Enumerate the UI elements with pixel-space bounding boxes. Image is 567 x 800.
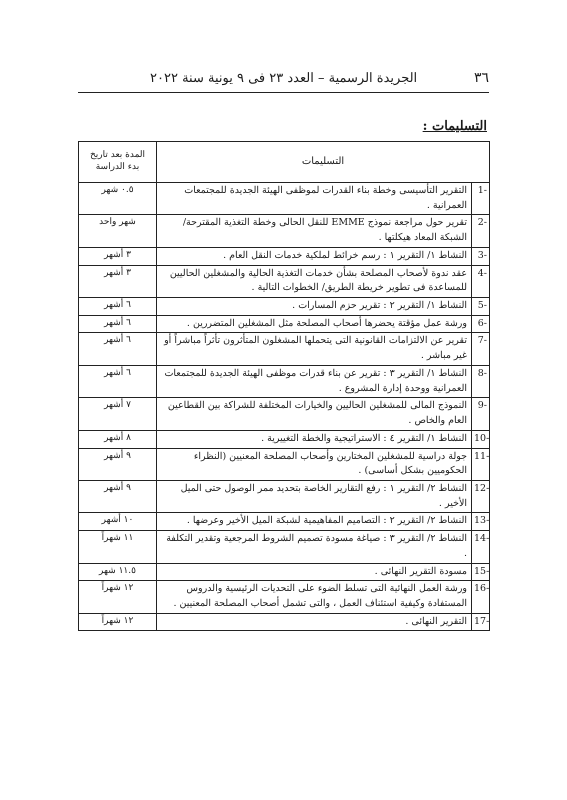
table-row — [79, 215, 490, 247]
gazette-title: الجريدة الرسمية – العدد ٢٣ فى ٩ يونية سنة ٢٠٢٢ — [150, 70, 418, 86]
row-number: 13- — [472, 513, 490, 531]
table-row — [79, 247, 490, 265]
row-duration: ١١ شهراً — [79, 531, 157, 563]
row-deliverable: مسودة التقرير النهائى . — [157, 563, 472, 581]
row-number: 15- — [472, 563, 490, 581]
row-deliverable: النشاط ١/ التقرير ٣ : تقرير عن بناء قدرات موظفى الهيئة الجديدة للمجتمعات العمرانية ووحدة إدارة المشروع . — [157, 365, 472, 397]
row-number: 4- — [472, 265, 490, 297]
row-deliverable: النشاط ١/ التقرير ١ : رسم خرائط لملكية خدمات النقل العام . — [157, 247, 472, 265]
row-deliverable: النشاط ٢/ التقرير ٢ : التصاميم المفاهيمية لشبكة الميل الأخير وعرضها . — [157, 513, 472, 531]
row-deliverable: ورشة عمل مؤقتة يحضرها أصحاب المصلحة مثل المشغلين المتضررين . — [157, 315, 472, 333]
table-row — [79, 448, 490, 480]
row-deliverable: التقرير النهائى . — [157, 613, 472, 631]
row-duration: ٩ أشهر — [79, 448, 157, 480]
row-deliverable: النشاط ١/ التقرير ٢ : تقرير حزم المسارات . — [157, 298, 472, 316]
row-deliverable: التقرير التأسيسى وخطة بناء القدرات لموظفى الهيئة الجديدة للمجتمعات العمرانية . — [157, 183, 472, 215]
row-deliverable: جولة دراسية للمشغلين المختارين وأصحاب المصلحة المعنيين (النظراء الحكوميين بشكل أساسى) . — [157, 448, 472, 480]
row-duration: شهر واحد — [79, 215, 157, 247]
row-number: 12- — [472, 480, 490, 512]
row-number: 5- — [472, 298, 490, 316]
deliverables-table — [78, 141, 490, 631]
page-header — [150, 70, 489, 86]
row-number: 8- — [472, 365, 490, 397]
row-number: 3- — [472, 247, 490, 265]
row-duration: ٩ أشهر — [79, 480, 157, 512]
duration-header: المدة بعد تاريخ بدء الدراسة — [79, 142, 157, 183]
row-duration: ١٢ شهراً — [79, 613, 157, 631]
table-row — [79, 365, 490, 397]
row-duration: ٦ أشهر — [79, 298, 157, 316]
table-row — [79, 333, 490, 365]
row-deliverable: النموذج المالى للمشغلين الحاليين والخيارات المختلفة للشراكة بين القطاعين العام والخاص . — [157, 398, 472, 430]
row-number: 1- — [472, 183, 490, 215]
table-row — [79, 480, 490, 512]
row-duration: ٦ أشهر — [79, 315, 157, 333]
header-rule — [78, 92, 489, 93]
row-duration: ٦ أشهر — [79, 333, 157, 365]
row-deliverable: النشاط ٢/ التقرير ١ : رفع التقارير الخاصة بتحديد ممر الوصول حتى الميل الأخير . — [157, 480, 472, 512]
section-title: التسليمات : — [422, 119, 487, 134]
table-row — [79, 531, 490, 563]
table-row — [79, 613, 490, 631]
row-duration: ٠.٥ شهر — [79, 183, 157, 215]
row-number: 2- — [472, 215, 490, 247]
row-deliverable: تقرير عن الالتزامات القانونية التى يتحملها المشغلون المتأثرون تأثراً مباشراً أو غير مباشر . — [157, 333, 472, 365]
table-row — [79, 298, 490, 316]
table-row — [79, 430, 490, 448]
row-deliverable: عقد ندوة لأصحاب المصلحة بشأن خدمات التغذية الحالية والمشغلين الحاليين للمساعدة فى تطوير خريطة الطريق/ الخطوات التالية . — [157, 265, 472, 297]
row-duration: ٣ أشهر — [79, 247, 157, 265]
row-number: 10- — [472, 430, 490, 448]
row-duration: ١٢ شهراً — [79, 581, 157, 613]
table-row — [79, 315, 490, 333]
table-row — [79, 563, 490, 581]
row-number: 6- — [472, 315, 490, 333]
row-number: 7- — [472, 333, 490, 365]
row-deliverable: ورشة العمل النهائية التى تسلط الضوء على التحديات الرئيسية والدروس المستفادة وكيفية استئناف العمل ، والتى تشمل أصحاب المصلحة المعنيين . — [157, 581, 472, 613]
row-number: 11- — [472, 448, 490, 480]
table-header-row — [79, 142, 490, 183]
deliverables-header: التسليمات — [157, 142, 490, 183]
row-deliverable: تقرير حول مراجعة نموذج EMME للنقل الحالى وخطة التغذية المقترحة/ الشبكة المعاد هيكلتها . — [157, 215, 472, 247]
row-duration: ٧ أشهر — [79, 398, 157, 430]
row-duration: ٨ أشهر — [79, 430, 157, 448]
table-row — [79, 513, 490, 531]
row-duration: ١١.٥ شهر — [79, 563, 157, 581]
row-deliverable: النشاط ١/ التقرير ٤ : الاستراتيجية والخطة التغييرية . — [157, 430, 472, 448]
row-number: 14- — [472, 531, 490, 563]
table-row — [79, 581, 490, 613]
table-row — [79, 183, 490, 215]
row-number: 9- — [472, 398, 490, 430]
row-duration: ١٠ أشهر — [79, 513, 157, 531]
row-number: 16- — [472, 581, 490, 613]
table-row — [79, 398, 490, 430]
row-duration: ٦ أشهر — [79, 365, 157, 397]
row-duration: ٣ أشهر — [79, 265, 157, 297]
row-deliverable: النشاط ٢/ التقرير ٣ : صياغة مسودة تصميم الشروط المرجعية وتقدير التكلفة . — [157, 531, 472, 563]
row-number: 17- — [472, 613, 490, 631]
table-row — [79, 265, 490, 297]
page-number: ٣٦ — [473, 70, 489, 86]
